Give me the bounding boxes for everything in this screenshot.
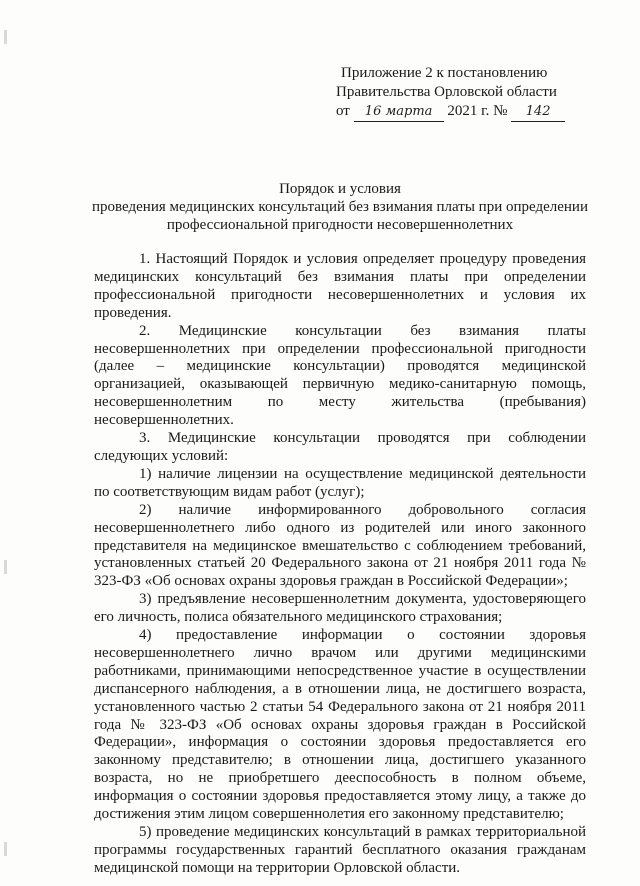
paragraph-2: 2. Медицинские консультации без взимания платы несовершеннолетних при определении профессиональной пригодности (далее – медицинские консультации) проводятся медицинской организацией, оказывающей первичную медико-санитарную помощь, несовершеннолетним по месту жительства (пребывания) несовершеннолетних. xyxy=(94,322,586,429)
appendix-line-2: Правительства Орловской области xyxy=(336,84,557,100)
title-line-2: проведения медицинских консультаций без взимания платы при определении xyxy=(92,199,588,215)
appendix-header xyxy=(336,64,566,122)
handwritten-date: 16 марта xyxy=(354,102,444,122)
title-line-1: Порядок и условия xyxy=(279,181,401,197)
scan-edge-mark xyxy=(4,30,7,44)
paragraph-1: 1. Настоящий Порядок и условия определяет процедуру проведения медицинских консультаций без взимания платы при определении профессиональной пригодности несовершеннолетних и условия их проведения. xyxy=(94,251,586,321)
appendix-line-3 xyxy=(336,102,566,122)
appendix-line-1: Приложение 2 к постановлению xyxy=(341,65,548,81)
title-line-3: профессиональной пригодности несовершеннолетних xyxy=(166,217,514,233)
handwritten-number: 142 xyxy=(511,102,565,122)
list-item-3: 3) предъявление несовершеннолетним документа, удостоверяющего его личность, полиса обязательного медицинского страхования; xyxy=(94,591,586,626)
appendix-from-label: от xyxy=(336,103,350,119)
list-item-5: 5) проведение медицинских консультаций в рамках территориальной программы государственных гарантий бесплатного оказания гражданам медицинской помощи на территории Орловской области. xyxy=(94,824,586,876)
paragraph-3: 3. Медицинские консультации проводятся при соблюдении следующих условий: xyxy=(94,430,586,464)
appendix-year-number-label: 2021 г. № xyxy=(447,103,508,119)
scan-edge-mark xyxy=(4,560,7,574)
scan-edge-mark xyxy=(4,842,7,856)
list-item-1: 1) наличие лицензии на осуществление медицинской деятельности по соответствующим видам работ (услуг); xyxy=(94,465,586,500)
document-title xyxy=(80,180,600,234)
document-body xyxy=(94,251,586,878)
list-item-2: 2) наличие информированного добровольного согласия несовершеннолетнего либо одного из родителей или иного законного представителя на медицинское вмешательство с соблюдением требований, установленных статьей 20 Федерального закона от 21 ноября 2011 года № 323-ФЗ «Об основах охраны здоровья граждан в Российской Федерации»; xyxy=(94,501,586,590)
list-item-4: 4) предоставление информации о состоянии здоровья несовершеннолетнего лично врачом или другими медицинскими работниками, принимающими непосредственное участие в осуществлении диспансерного наблюдения, а в отношении лица, не достигшего возраста, установленного частью 2 статьи 54 Федерального закона от 21 ноября 2011 года № 323-ФЗ «Об основах охраны здоровья граждан в Российской Федерации», информация о состоянии здоровья предоставляется его законному представителю; в отношении лица, достигшего указанного возраста, но не приобретшего дееспособность в полном объеме, информация о состоянии здоровья предоставляется этому лицу, а также до достижения этим лицом совершеннолетия его законному представителю; xyxy=(94,627,586,823)
